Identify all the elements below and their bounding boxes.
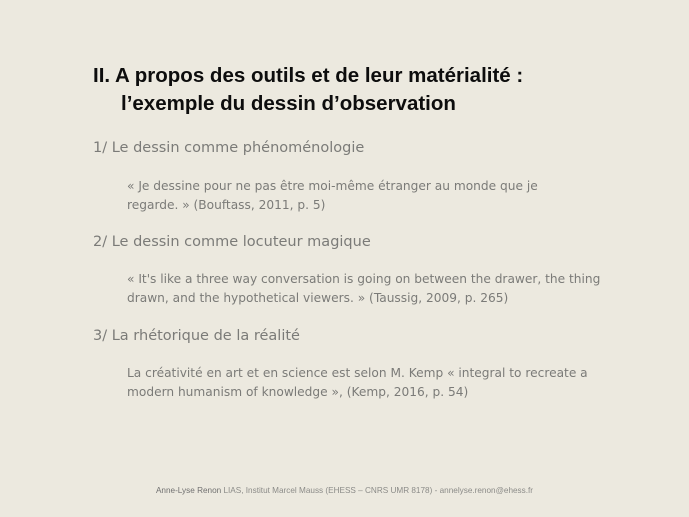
section-2-quote-line-1: « It's like a three way conversation is going on between the drawer, the thing bbox=[127, 272, 601, 286]
slide-title-line-1: II. A propos des outils et de leur matérialité : bbox=[93, 64, 524, 87]
section-3-heading: 3/ La rhétorique de la réalité bbox=[93, 328, 300, 344]
section-2-quote-line-2: drawn, and the hypothetical viewers. » (Taussig, 2009, p. 265) bbox=[127, 291, 509, 305]
section-3-text bbox=[127, 364, 627, 402]
section-1-quote-line-2: regarde. » (Bouftass, 2011, p. 5) bbox=[127, 198, 326, 212]
slide-title bbox=[93, 62, 673, 118]
footer-affiliation: LIAS, Institut Marcel Mauss (EHESS – CNRS UMR 8178) - annelyse.renon@ehess.fr bbox=[221, 486, 534, 495]
section-3-text-line-2: modern humanism of knowledge », (Kemp, 2016, p. 54) bbox=[127, 385, 469, 399]
section-3-text-line-1: La créativité en art et en science est selon M. Kemp « integral to recreate a bbox=[127, 366, 588, 380]
section-1-quote bbox=[127, 177, 627, 215]
section-2-quote bbox=[127, 270, 627, 308]
slide-title-line-2: l’exemple du dessin d’observation bbox=[121, 92, 456, 115]
section-2-heading: 2/ Le dessin comme locuteur magique bbox=[93, 234, 371, 250]
section-1-heading: 1/ Le dessin comme phénoménologie bbox=[93, 140, 365, 156]
slide-footer bbox=[0, 486, 689, 495]
footer-author: Anne-Lyse Renon bbox=[155, 486, 222, 495]
section-1-quote-line-1: « Je dessine pour ne pas être moi-même étranger au monde que je bbox=[127, 179, 538, 193]
